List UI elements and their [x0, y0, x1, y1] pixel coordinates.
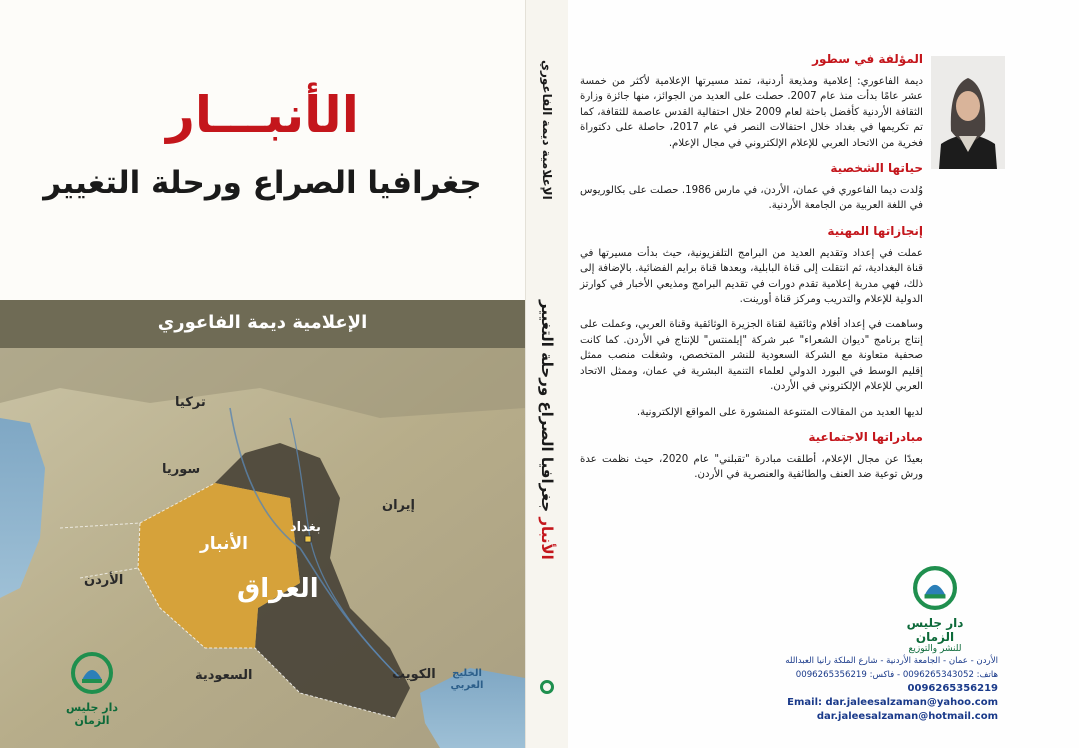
front-cover: [0, 0, 525, 748]
paragraph-personal: وُلدت ديما الفاعوري في عمان، الأردن، في مارس 1986. حصلت على بكالوريوس في اللغة العربية من الجامعة الأردنية.: [580, 185, 923, 212]
contact-phone-alt: 0096265356219: [907, 683, 998, 694]
spine: [525, 0, 569, 748]
front-publisher-name: دار جليس الزمان: [65, 701, 119, 727]
back-cover: [568, 0, 1079, 748]
spine-logo-icon: [540, 680, 554, 694]
section-heading-personal: حياتها الشخصية: [830, 161, 923, 176]
contact-email-1[interactable]: Email: dar.jaleesalzaman@yahoo.com: [787, 697, 998, 708]
label-kuwait: الكويت: [392, 667, 436, 682]
back-publisher-logo: [898, 566, 972, 654]
publisher-contact: [728, 654, 998, 724]
contact-phone: هاتف: 0096265343052 - فاكس: 0096265356219: [795, 670, 998, 680]
spine-title-red: الأنبار: [538, 517, 556, 560]
author-bio: [580, 52, 923, 493]
section-heading-initiatives: مبادراتها الاجتماعية: [808, 429, 923, 444]
front-publisher-logo: [62, 652, 122, 736]
back-publisher-name: دار جليس الزمان: [906, 616, 964, 644]
contact-address: الأردن - عمان - الجامعة الأردنية - شارع الملكة رانيا العبدالله: [785, 656, 998, 666]
section-heading-achievements: إنجازاتها المهنية: [827, 223, 923, 238]
paragraph-achievements-1: عملت في إعداد وتقديم العديد من البرامج التلفزيونية، حيث بدأت مسيرتها في قناة البغدادية، ثم انتقلت إلى قناة البابلية، وبعدها قناة برايم الفضائية. بالإضافة إلى ذلك، فهي مدربة إعلامية تقدم دورات في تقديم البرامج ومذيعي الأخبار في كوارتز الدولية للإعلام والتدريب ومركز قناة أورينت.: [580, 247, 923, 306]
label-baghdad: بغداد: [290, 520, 321, 535]
contact-email-2[interactable]: dar.jaleesalzaman@hotmail.com: [816, 711, 998, 722]
label-iran: إيران: [382, 498, 415, 513]
paragraph-achievements-3: لديها العديد من المقالات المتنوعة المنشورة على المواقع الإلكترونية.: [636, 406, 923, 418]
book-subtitle: جغرافيا الصراع ورحلة التغيير: [43, 165, 482, 201]
author-name: الإعلامية ديمة الفاعوري: [157, 312, 368, 333]
author-portrait-icon: [931, 56, 1005, 169]
label-saudi: السعودية: [195, 668, 253, 683]
label-turkey: تركيا: [175, 395, 206, 410]
label-anbar: الأنبار: [200, 534, 248, 554]
baghdad-marker: [305, 536, 311, 542]
paragraph-achievements-2: وساهمت في إعداد أفلام وثائقية لقناة الجزيرة الوثائقية وقناة العربي، وعملت على إنتاج برنامج "ديوان الشعراء" عبر شركة "إيلمنتس" للإنتاج في الأردن. كما كانت صحفية متعاونة مع الشركة السعودية للنشر المتخصص، وشغلت منصب ممثل إقليم الوسط في البورد الدولي لعلماء التنمية البشرية في عمان، وممثل الاتحاد العربي للإعلام الإلكتروني في الأردن.: [580, 319, 923, 393]
label-iraq: العراق: [237, 574, 319, 604]
spine-title: [538, 300, 556, 560]
spine-author: الإعلامية ديمة الفاعوري: [540, 60, 554, 200]
spine-title-rest: جغرافيا الصراع ورحلة التغيير: [538, 300, 556, 518]
paragraph-initiatives: بعيدًا عن مجال الإعلام، أطلقت مبادرة "تقبلني" عام 2020، حيث نظمت عدة ورش توعية ضد العنف والطائفية والعنصرية في الأردن.: [580, 453, 923, 481]
publisher-emblem-icon: [913, 566, 957, 610]
book-title: الأنبـــار: [166, 86, 359, 144]
label-syria: سوريا: [162, 462, 201, 477]
label-jordan: الأردن: [84, 573, 124, 588]
author-photo: [931, 56, 1005, 169]
back-publisher-sub: للنشر والتوزيع: [908, 644, 962, 654]
publisher-logo-icon: [71, 652, 113, 694]
label-gulf: الخليج العربي: [450, 668, 484, 691]
paragraph-about: ديمة الفاعوري: إعلامية ومذيعة أردنية، تمتد مسيرتها الإعلامية لأكثر من خمسة عشر عامًا بدأت منذ عام 2007. حصلت على العديد من الجوائز، منها جائزة وزارة الثقافة الأردنية كأفضل باحثة لعام 2009 خلال احتفالية القدس عاصمة للثقافة، كما تم تكريمها في بغداد خلال احتفالات النصر في عام 2017، حاصلة على دكتوراة فخرية من الاتحاد العربي للإعلام الإلكتروني في مجال الإعلام.: [580, 76, 923, 149]
section-heading-about: المؤلفة في سطور: [812, 52, 923, 66]
